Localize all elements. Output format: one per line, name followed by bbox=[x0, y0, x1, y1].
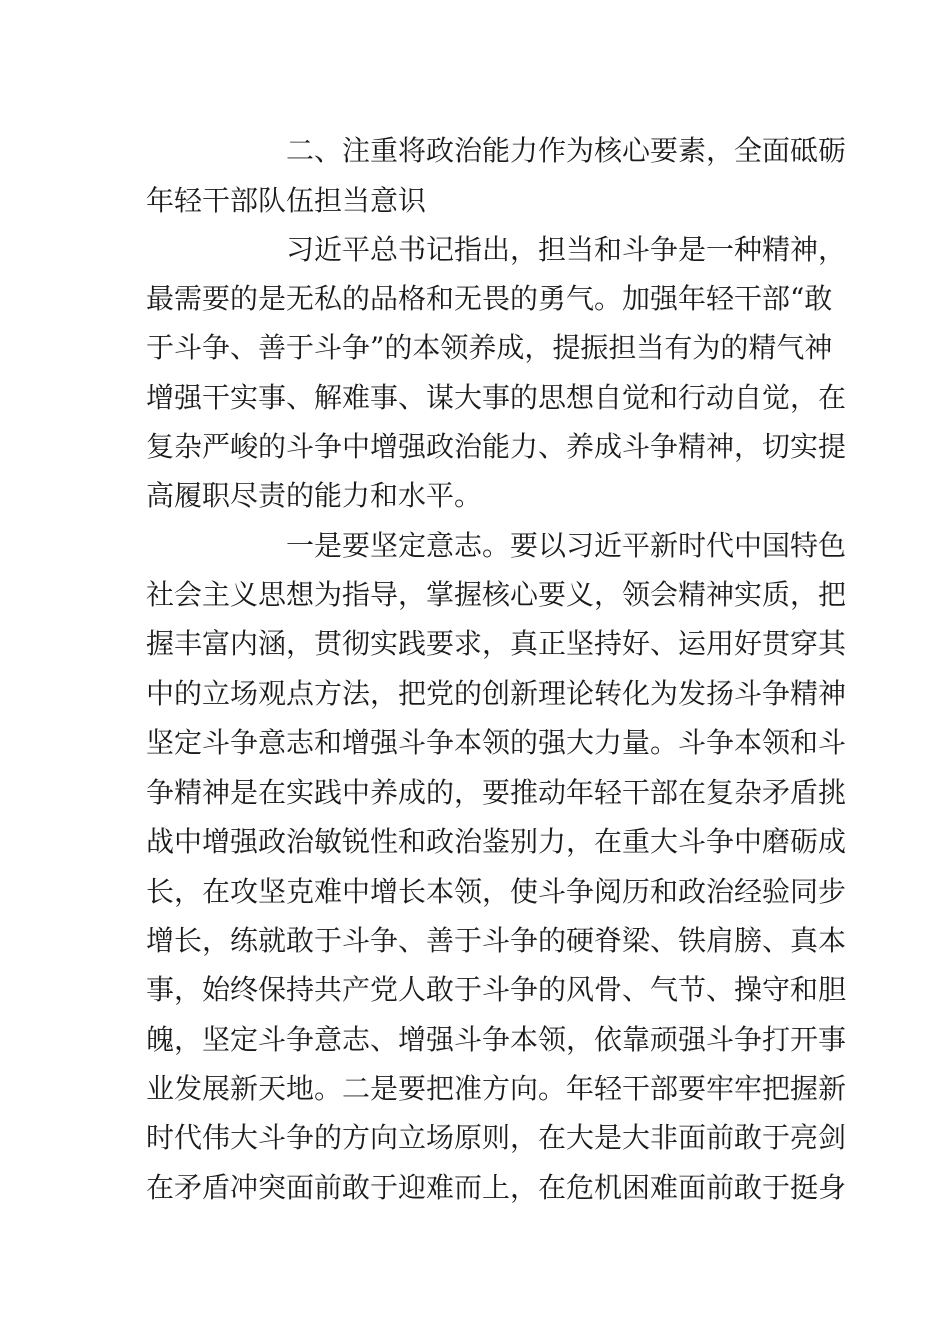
paragraph-2-line-11: 魄，坚定斗争意志、增强斗争本领，依靠顽强斗争打开事 bbox=[146, 1023, 847, 1056]
paragraph-2-line-7: 战中增强政治敏锐性和政治鉴别力，在重大斗争中磨砺成 bbox=[146, 825, 847, 858]
paragraph-1-line-4: 增强干实事、解难事、谋大事的思想自觉和行动自觉，在 bbox=[146, 381, 847, 414]
paragraph-2-line-10: 事，始终保持共产党人敢于斗争的风骨、气节、操守和胆 bbox=[146, 973, 847, 1006]
paragraph-2-line-2: 社会主义思想为指导，掌握核心要义，领会精神实质，把 bbox=[146, 578, 847, 611]
section-heading-line-2: 年轻干部队伍担当意识 bbox=[146, 184, 427, 217]
paragraph-2-line-4: 中的立场观点方法，把党的创新理论转化为发扬斗争精神 bbox=[146, 677, 847, 710]
paragraph-2-line-8: 长，在攻坚克难中增长本领，使斗争阅历和政治经验同步 bbox=[146, 875, 847, 908]
paragraph-1-line-6: 高履职尽责的能力和水平。 bbox=[146, 479, 483, 512]
paragraph-2-line-14: 在矛盾冲突面前敢于迎难而上，在危机困难面前敢于挺身 bbox=[146, 1171, 847, 1204]
paragraph-2-line-12: 业发展新天地。二是要把准方向。年轻干部要牢牢把握新 bbox=[146, 1072, 847, 1105]
paragraph-1-line-1: 习近平总书记指出，担当和斗争是一种精神， bbox=[286, 233, 847, 266]
paragraph-1-line-3: 于斗争、善于斗争”的本领养成，提振担当有为的精气神 bbox=[146, 331, 833, 364]
paragraph-1-line-2: 最需要的是无私的品格和无畏的勇气。加强年轻干部“敢 bbox=[146, 282, 833, 315]
section-heading-line-1: 二、注重将政治能力作为核心要素，全面砥砺 bbox=[286, 134, 847, 167]
paragraph-2-line-9: 增长，练就敢于斗争、善于斗争的硬脊梁、铁肩膀、真本 bbox=[146, 924, 847, 957]
paragraph-2-line-3: 握丰富内涵，贯彻实践要求，真正坚持好、运用好贯穿其 bbox=[146, 627, 847, 660]
paragraph-2-line-6: 争精神是在实践中养成的，要推动年轻干部在复杂矛盾挑 bbox=[146, 776, 847, 809]
paragraph-2-line-5: 坚定斗争意志和增强斗争本领的强大力量。斗争本领和斗 bbox=[146, 726, 847, 759]
paragraph-2-line-1: 一是要坚定意志。要以习近平新时代中国特色 bbox=[286, 529, 847, 562]
paragraph-1-line-5: 复杂严峻的斗争中增强政治能力、养成斗争精神，切实提 bbox=[146, 430, 847, 463]
paragraph-2-line-13: 时代伟大斗争的方向立场原则，在大是大非面前敢于亮剑 bbox=[146, 1121, 847, 1154]
